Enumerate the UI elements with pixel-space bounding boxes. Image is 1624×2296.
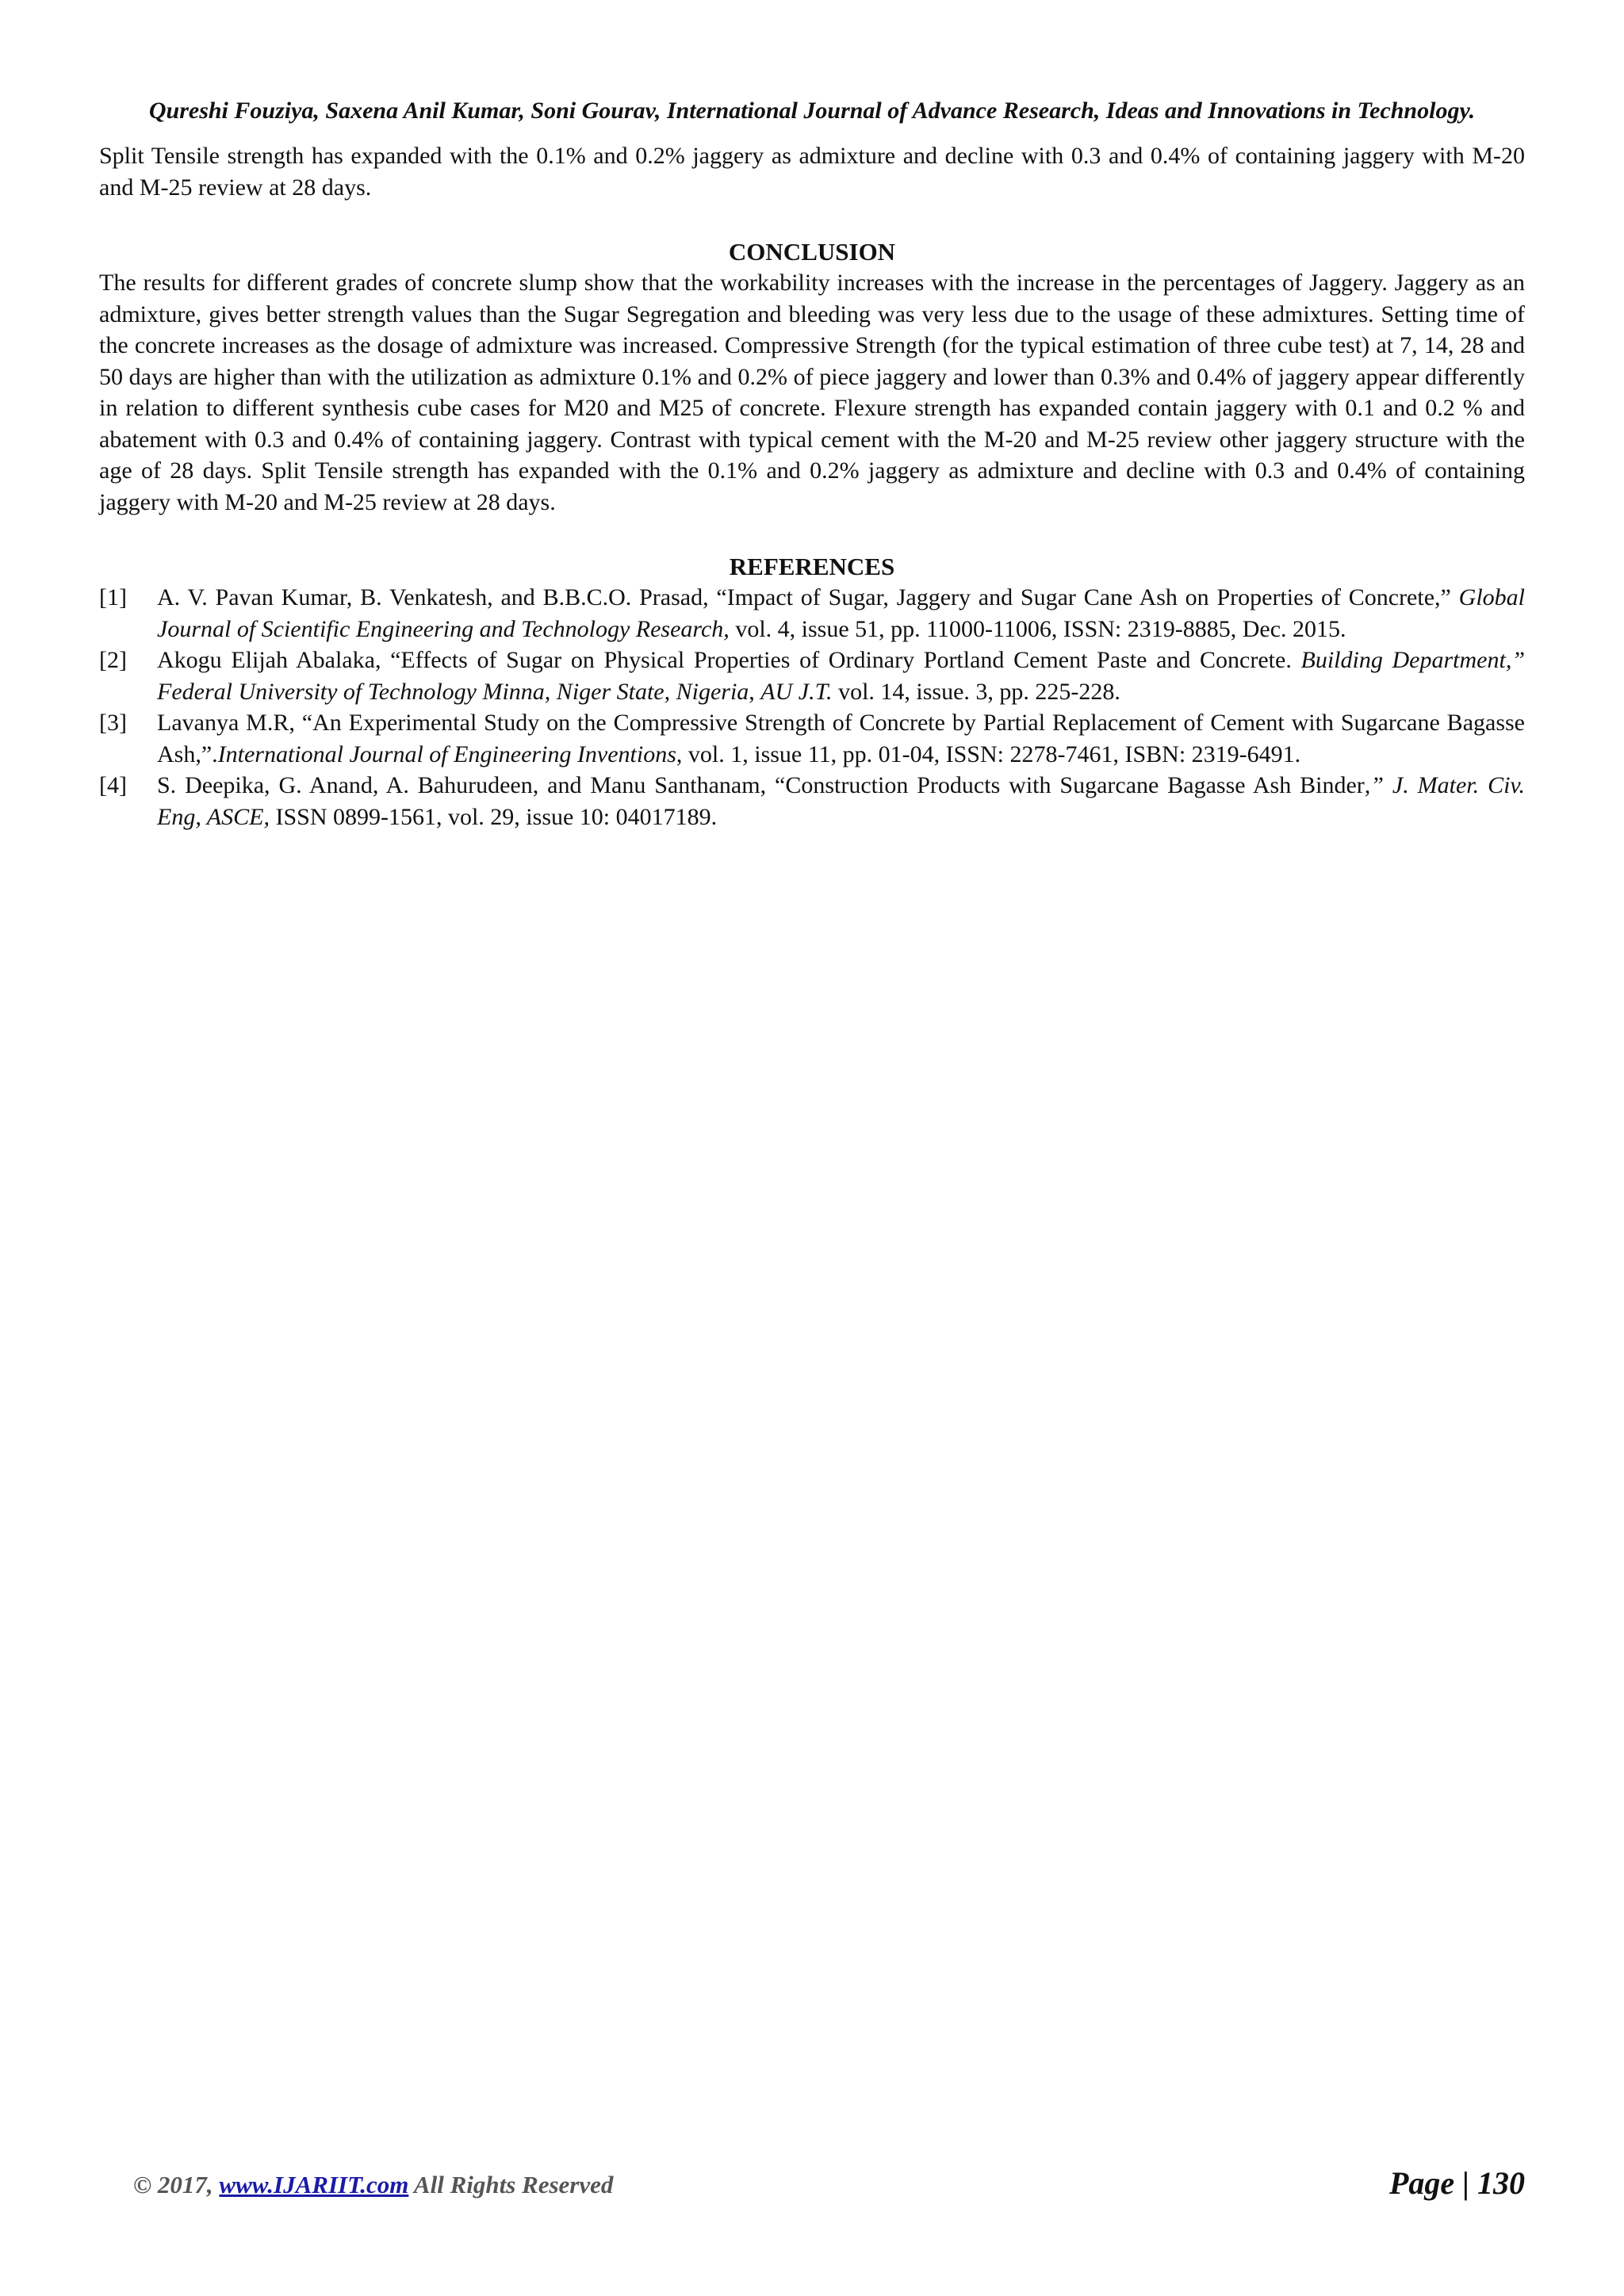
page-footer — [133, 2164, 1525, 2204]
intro-paragraph: Split Tensile strength has expanded with the 0.1% and 0.2% jaggery as admixture and decline with 0.3 and 0.4% of containing jaggery with M-20 and M-25 review at 28 days. — [99, 143, 1525, 201]
reference-text: S. Deepika, G. Anand, A. Bahurudeen, and Manu Santhanam, “Construction Products with Sugarcane Bagasse Ash Binder — [157, 772, 1365, 798]
reference-item-2 — [99, 645, 1525, 707]
reference-journal-abbrev: AU J.T. — [760, 678, 833, 705]
reference-details: vol. 14, issue. 3, pp. 225-228. — [832, 678, 1120, 705]
reference-separator: , — [749, 678, 761, 705]
copyright-suffix: All Rights Reserved — [408, 2171, 614, 2198]
reference-number: [3] — [99, 710, 127, 736]
references-list — [99, 582, 1525, 832]
reference-item-4 — [99, 770, 1525, 832]
references-heading: REFERENCES — [729, 553, 895, 580]
reference-journal: ,” J. Mater. Civ. Eng, ASCE, — [157, 772, 1525, 830]
reference-journal: International Journal of Engineering Inventions — [217, 740, 676, 767]
copyright-notice — [133, 2171, 613, 2199]
conclusion-heading: CONCLUSION — [728, 238, 896, 266]
reference-text: Akogu Elijah Abalaka, “Effects of Sugar on Physical Properties of Ordinary Portland Cement Paste and Concrete. — [157, 647, 1301, 673]
site-link[interactable]: www.IJARIIT.com — [219, 2171, 409, 2198]
copyright-prefix: © 2017, — [133, 2171, 220, 2198]
reference-details: ISSN 0899-1561, vol. 29, issue 10: 04017189. — [269, 803, 718, 830]
reference-details: , vol. 1, issue 11, pp. 01-04, ISSN: 2278-7461, ISBN: 2319-6491. — [676, 740, 1301, 767]
conclusion-paragraph: The results for different grades of concrete slump show that the workability increases with the increase in the percentages of Jaggery. Jaggery as an admixture, gives better strength values than the Sugar Segregation and bleeding was very less due to the usage of these admixtures. Setting time of the concrete increases as the dosage of admixture was increased. Compressive Strength (for the typical estimation of three cube test) at 7, 14, 28 and 50 days are higher than with the utilization as admixture 0.1% and 0.2% of piece jaggery and lower than 0.3% and 0.4% of jaggery appear differently in relation to different synthesis cube cases for M20 and M25 of concrete. Flexure strength has expanded contain jaggery with 0.1 and 0.2 % and abatement with 0.3 and 0.4% of containing jaggery. Contrast with typical cement with the M-20 and M-25 review other jaggery structure with the age of 28 days. Split Tensile strength has expanded with the 0.1% and 0.2% jaggery as admixture and decline with 0.3 and 0.4% of containing jaggery with M-20 and M-25 review at 28 days. — [99, 270, 1525, 515]
reference-text: Lavanya M.R, “An Experimental Study on the Compressive Strength of Concrete by Partial Replacement of Cement with Sugarcane Bagasse Ash,”. — [157, 710, 1525, 767]
reference-number: [4] — [99, 772, 127, 798]
page-content — [99, 95, 1525, 832]
reference-number: [1] — [99, 584, 127, 610]
page-number: Page | 130 — [1389, 2165, 1525, 2201]
reference-item-1 — [99, 582, 1525, 645]
reference-details: vol. 4, issue 51, pp. 11000-11006, ISSN: 2319-8885, Dec. 2015. — [729, 615, 1346, 642]
reference-journal: Building Department,” Federal University of Technology Minna, Niger State, Nigeria — [157, 647, 1526, 705]
reference-item-3 — [99, 707, 1525, 770]
reference-number: [2] — [99, 647, 127, 673]
reference-text: A. V. Pavan Kumar, B. Venkatesh, and B.B.C.O. Prasad, “Impact of Sugar, Jaggery and Sugar Cane Ash on Properties of Concrete,” — [157, 584, 1459, 610]
reference-journal: Global Journal of Scientific Engineering and Technology Research, — [157, 584, 1525, 642]
running-header: Qureshi Fouziya, Saxena Anil Kumar, Soni Gourav, International Journal of Advance Research, Ideas and Innovations in Technology. — [148, 98, 1476, 124]
